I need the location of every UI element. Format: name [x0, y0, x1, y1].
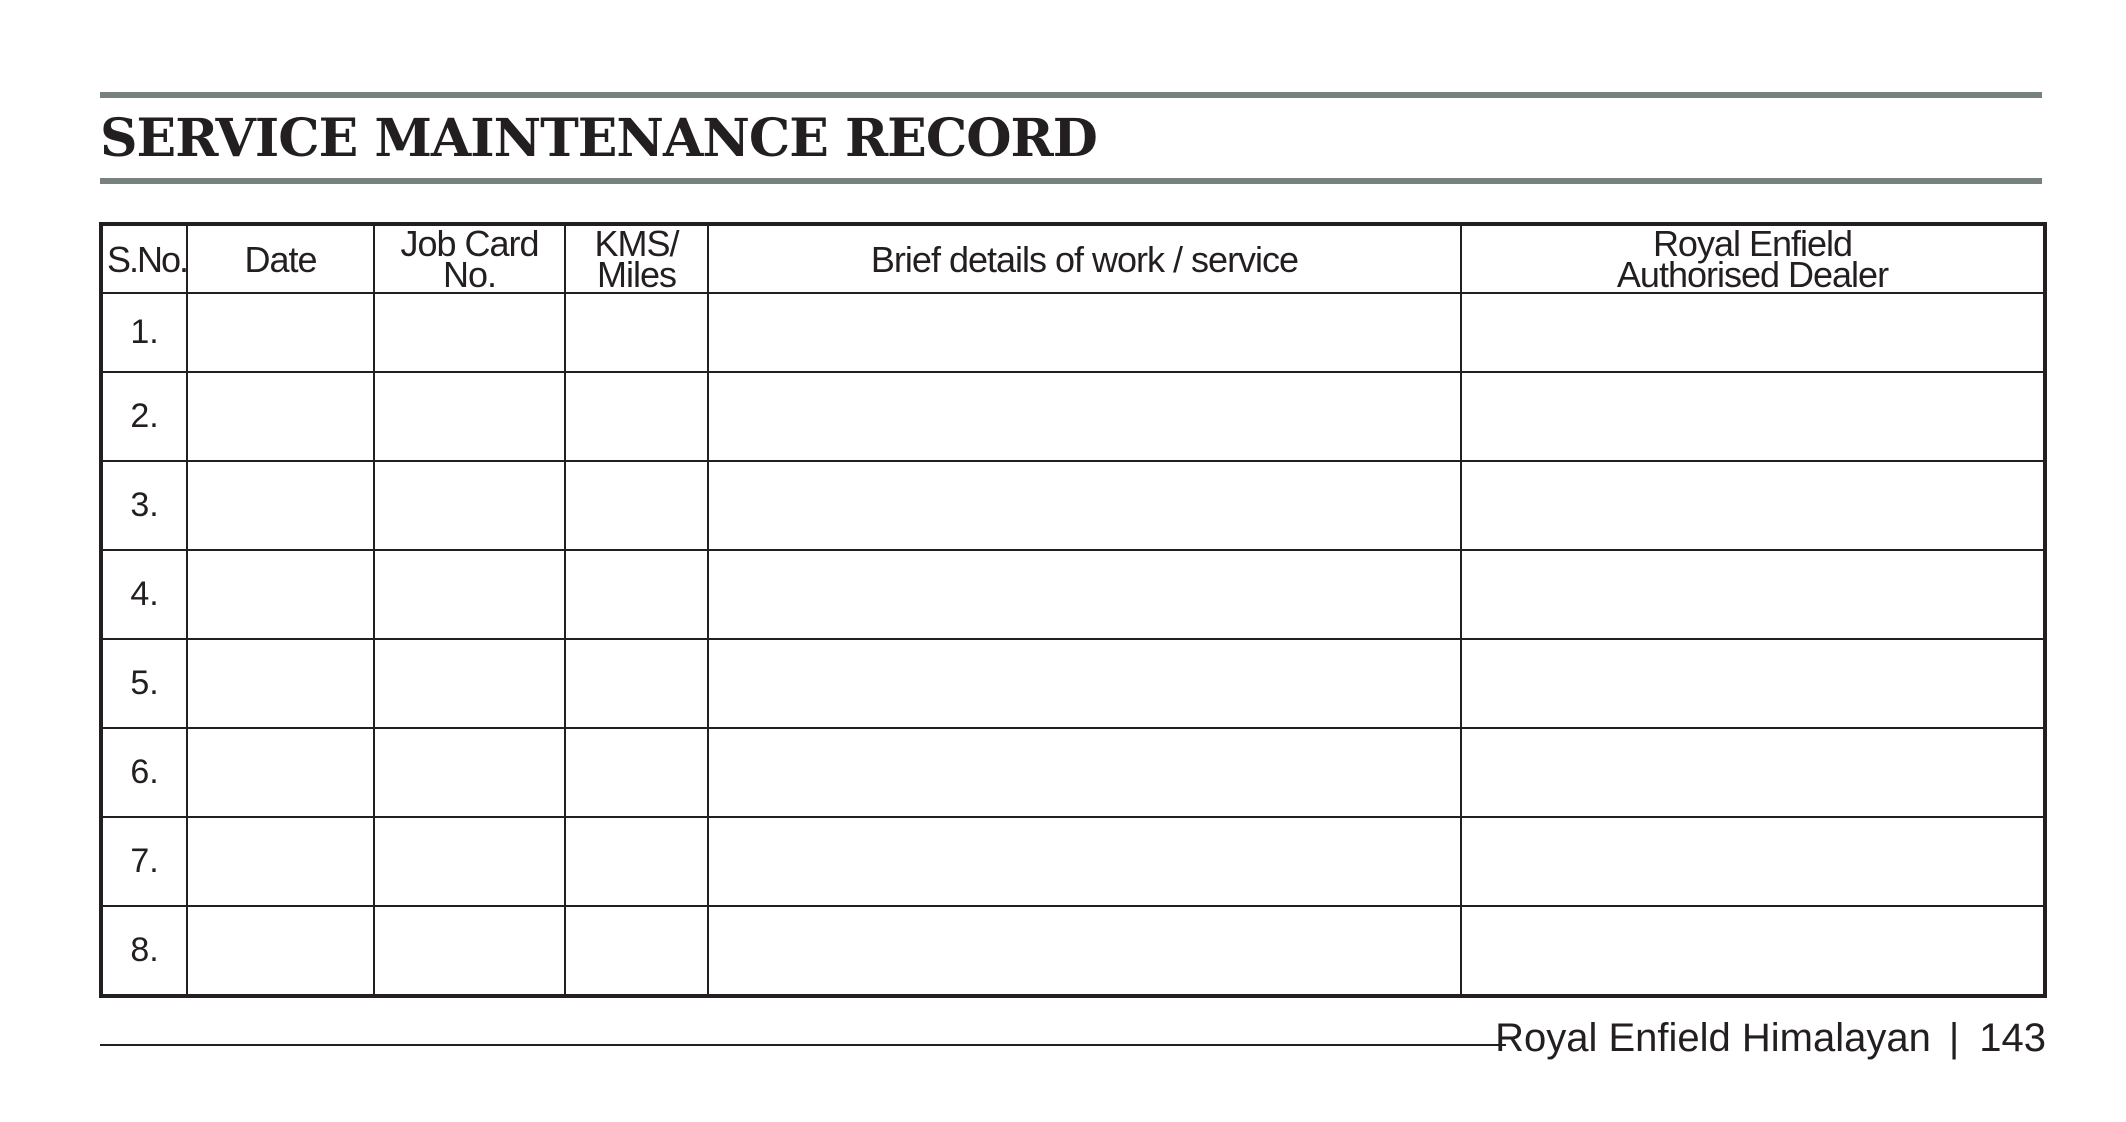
- footer-separator: |: [1948, 1016, 1960, 1060]
- footer-divider: [100, 1044, 1506, 1046]
- header-kms: [565, 224, 708, 293]
- date-cell: [187, 550, 374, 639]
- title-underline: [100, 178, 2042, 184]
- job-card-cell: [374, 461, 565, 550]
- table-row: [101, 728, 2045, 817]
- page-footer: [1495, 1014, 2046, 1062]
- service-record-table: [99, 222, 2047, 998]
- date-cell: [187, 817, 374, 906]
- dealer-cell: [1461, 817, 2045, 906]
- row-number: 5.: [101, 639, 187, 728]
- kms-cell: [565, 550, 708, 639]
- footer-book-title: Royal Enfield Himalayan: [1495, 1016, 1931, 1060]
- table-row: [101, 372, 2045, 461]
- header-dealer-line2: Authorised Dealer: [1616, 254, 1889, 295]
- header-kms-line2: Miles: [596, 254, 676, 295]
- job-card-cell: [374, 550, 565, 639]
- row-number: 4.: [101, 550, 187, 639]
- dealer-cell: [1461, 461, 2045, 550]
- dealer-cell: [1461, 906, 2045, 996]
- dealer-cell: [1461, 550, 2045, 639]
- header-date: Date: [187, 224, 374, 293]
- job-card-cell: [374, 293, 565, 372]
- kms-cell: [565, 372, 708, 461]
- date-cell: [187, 293, 374, 372]
- table-row: [101, 461, 2045, 550]
- table-row: [101, 817, 2045, 906]
- row-number: 2.: [101, 372, 187, 461]
- table-row: [101, 293, 2045, 372]
- page-title: SERVICE MAINTENANCE RECORD: [100, 108, 1097, 169]
- kms-cell: [565, 293, 708, 372]
- job-card-cell: [374, 817, 565, 906]
- page-number: 143: [1979, 1016, 2046, 1060]
- kms-cell: [565, 817, 708, 906]
- details-cell: [708, 293, 1461, 372]
- top-divider: [100, 92, 2042, 98]
- header-job-card-line2: No.: [442, 254, 497, 295]
- details-cell: [708, 461, 1461, 550]
- dealer-cell: [1461, 293, 2045, 372]
- job-card-cell: [374, 639, 565, 728]
- table-row: [101, 550, 2045, 639]
- kms-cell: [565, 461, 708, 550]
- header-details: Brief details of work / service: [708, 224, 1461, 293]
- details-cell: [708, 372, 1461, 461]
- job-card-cell: [374, 372, 565, 461]
- date-cell: [187, 639, 374, 728]
- details-cell: [708, 906, 1461, 996]
- table-row: [101, 906, 2045, 996]
- row-number: 1.: [101, 293, 187, 372]
- details-cell: [708, 817, 1461, 906]
- dealer-cell: [1461, 639, 2045, 728]
- kms-cell: [565, 728, 708, 817]
- header-dealer: [1461, 224, 2045, 293]
- row-number: 6.: [101, 728, 187, 817]
- date-cell: [187, 728, 374, 817]
- date-cell: [187, 906, 374, 996]
- row-number: 3.: [101, 461, 187, 550]
- header-dealer-line1: Royal Enfield: [1652, 223, 1853, 264]
- dealer-cell: [1461, 728, 2045, 817]
- job-card-cell: [374, 906, 565, 996]
- table-row: [101, 639, 2045, 728]
- details-cell: [708, 550, 1461, 639]
- kms-cell: [565, 906, 708, 996]
- details-cell: [708, 728, 1461, 817]
- table-header-row: [101, 224, 2045, 293]
- header-job-card-line1: Job Card: [400, 223, 539, 264]
- header-job-card: [374, 224, 565, 293]
- header-sno: S.No.: [101, 224, 187, 293]
- row-number: 8.: [101, 906, 187, 996]
- header-kms-line1: KMS/: [594, 223, 679, 264]
- date-cell: [187, 372, 374, 461]
- date-cell: [187, 461, 374, 550]
- row-number: 7.: [101, 817, 187, 906]
- dealer-cell: [1461, 372, 2045, 461]
- details-cell: [708, 639, 1461, 728]
- kms-cell: [565, 639, 708, 728]
- job-card-cell: [374, 728, 565, 817]
